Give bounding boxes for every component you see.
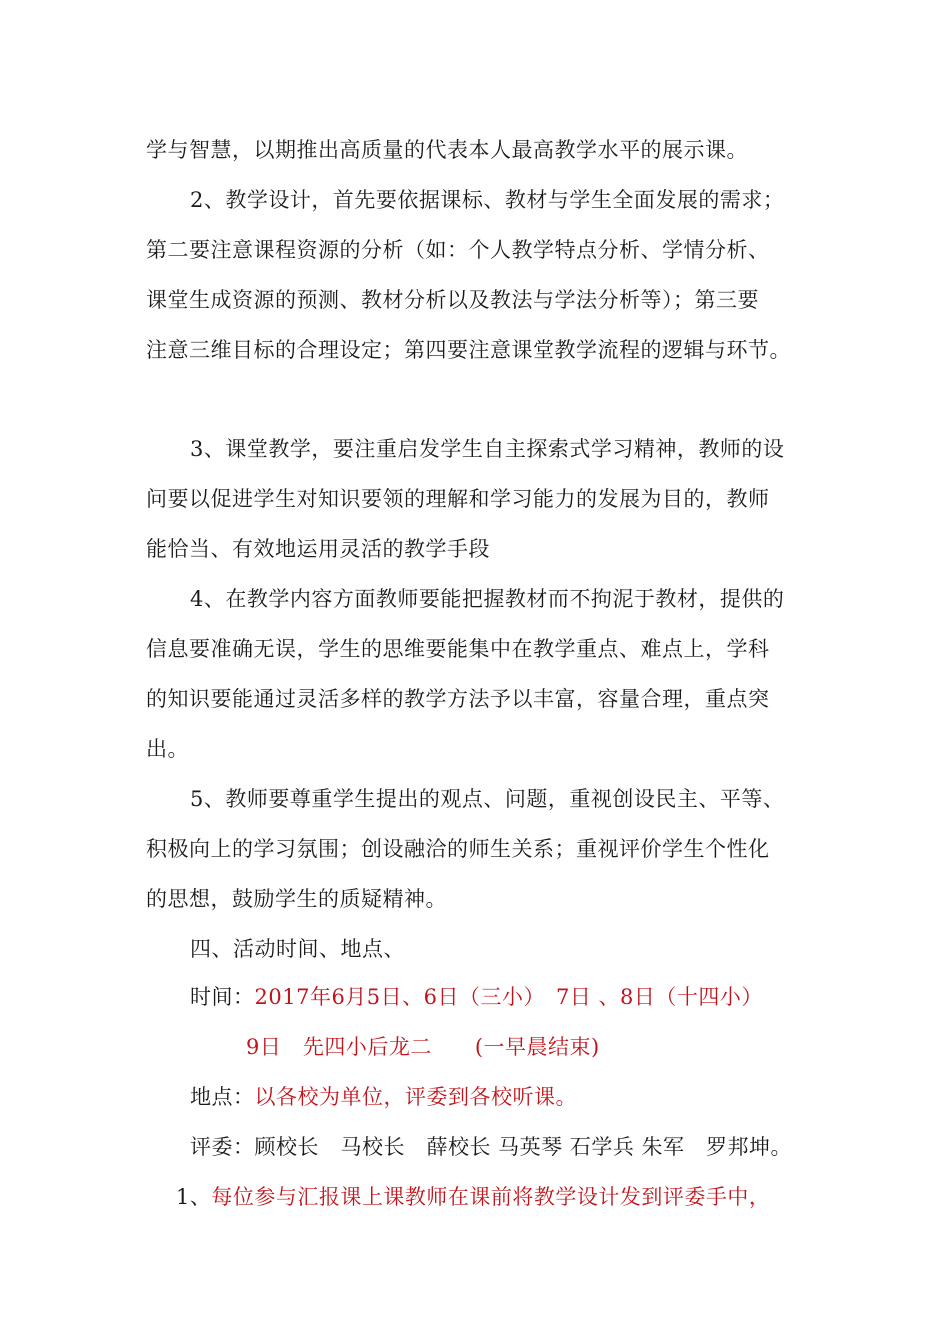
- item-1-number: 1、: [176, 1185, 212, 1209]
- time-line: [190, 983, 763, 1011]
- time-label: 时间：: [190, 985, 255, 1009]
- paragraph-2-line-3: 课堂生成资源的预测、教材分析以及教法与学法分析等）；第三要: [146, 288, 759, 312]
- paragraph-5-line-2: 积极向上的学习氛围；创设融洽的师生关系；重视评价学生个性化: [146, 837, 770, 861]
- paragraph-2-line-2: 第二要注意课程资源的分析（如：个人教学特点分析、学情分析、: [146, 238, 770, 262]
- item-1-line: [176, 1183, 770, 1211]
- paragraph-5-line-3: 的思想，鼓励学生的质疑精神。: [146, 887, 447, 911]
- paragraph-4-line-3: 的知识要能通过灵活多样的教学方法予以丰富，容量合理，重点突: [146, 687, 770, 711]
- place-line: [190, 1083, 577, 1111]
- paragraph-4-line-1: 4、在教学内容方面教师要能把握教材而不拘泥于教材，提供的: [190, 587, 785, 611]
- paragraph-3-line-2: 问要以促进学生对知识要领的理解和学习能力的发展为目的，教师: [146, 487, 770, 511]
- section-4-heading: 四、活动时间、地点、: [190, 937, 405, 961]
- paragraph-2-line-4: 注意三维目标的合理设定；第四要注意课堂教学流程的逻辑与环节。: [146, 338, 791, 362]
- item-1-text: 每位参与汇报课上课教师在课前将教学设计发到评委手中，: [211, 1185, 771, 1209]
- paragraph-3-line-1: 3、课堂教学，要注重启发学生自主探索式学习精神，教师的设: [190, 437, 785, 461]
- place-label: 地点：: [190, 1085, 255, 1109]
- paragraph-2-line-1: 2、教学设计，首先要依据课标、教材与学生全面发展的需求；: [190, 188, 785, 212]
- place-value: 以各校为单位，评委到各校听课。: [254, 1085, 577, 1109]
- paragraph-1-line-1: 学与智慧，以期推出高质量的代表本人最高教学水平的展示课。: [146, 138, 748, 162]
- time-value-line-2: 9日 先四小后龙二 (一早晨结束): [246, 1035, 600, 1059]
- paragraph-4-line-4: 出。: [146, 737, 189, 761]
- judges-line: [190, 1133, 792, 1161]
- judges-label: 评委：: [190, 1135, 255, 1159]
- paragraph-5-line-1: 5、教师要尊重学生提出的观点、问题，重视创设民主、平等、: [190, 787, 785, 811]
- paragraph-4-line-2: 信息要准确无误，学生的思维要能集中在教学重点、难点上，学科: [146, 637, 770, 661]
- judges-value: 顾校长 马校长 薛校长 马英琴 石学兵 朱军 罗邦坤。: [254, 1135, 793, 1159]
- time-value: 2017年6月5日、6日（三小） 7日 、8日（十四小）: [254, 985, 763, 1009]
- paragraph-3-line-3: 能恰当、有效地运用灵活的教学手段: [146, 537, 490, 561]
